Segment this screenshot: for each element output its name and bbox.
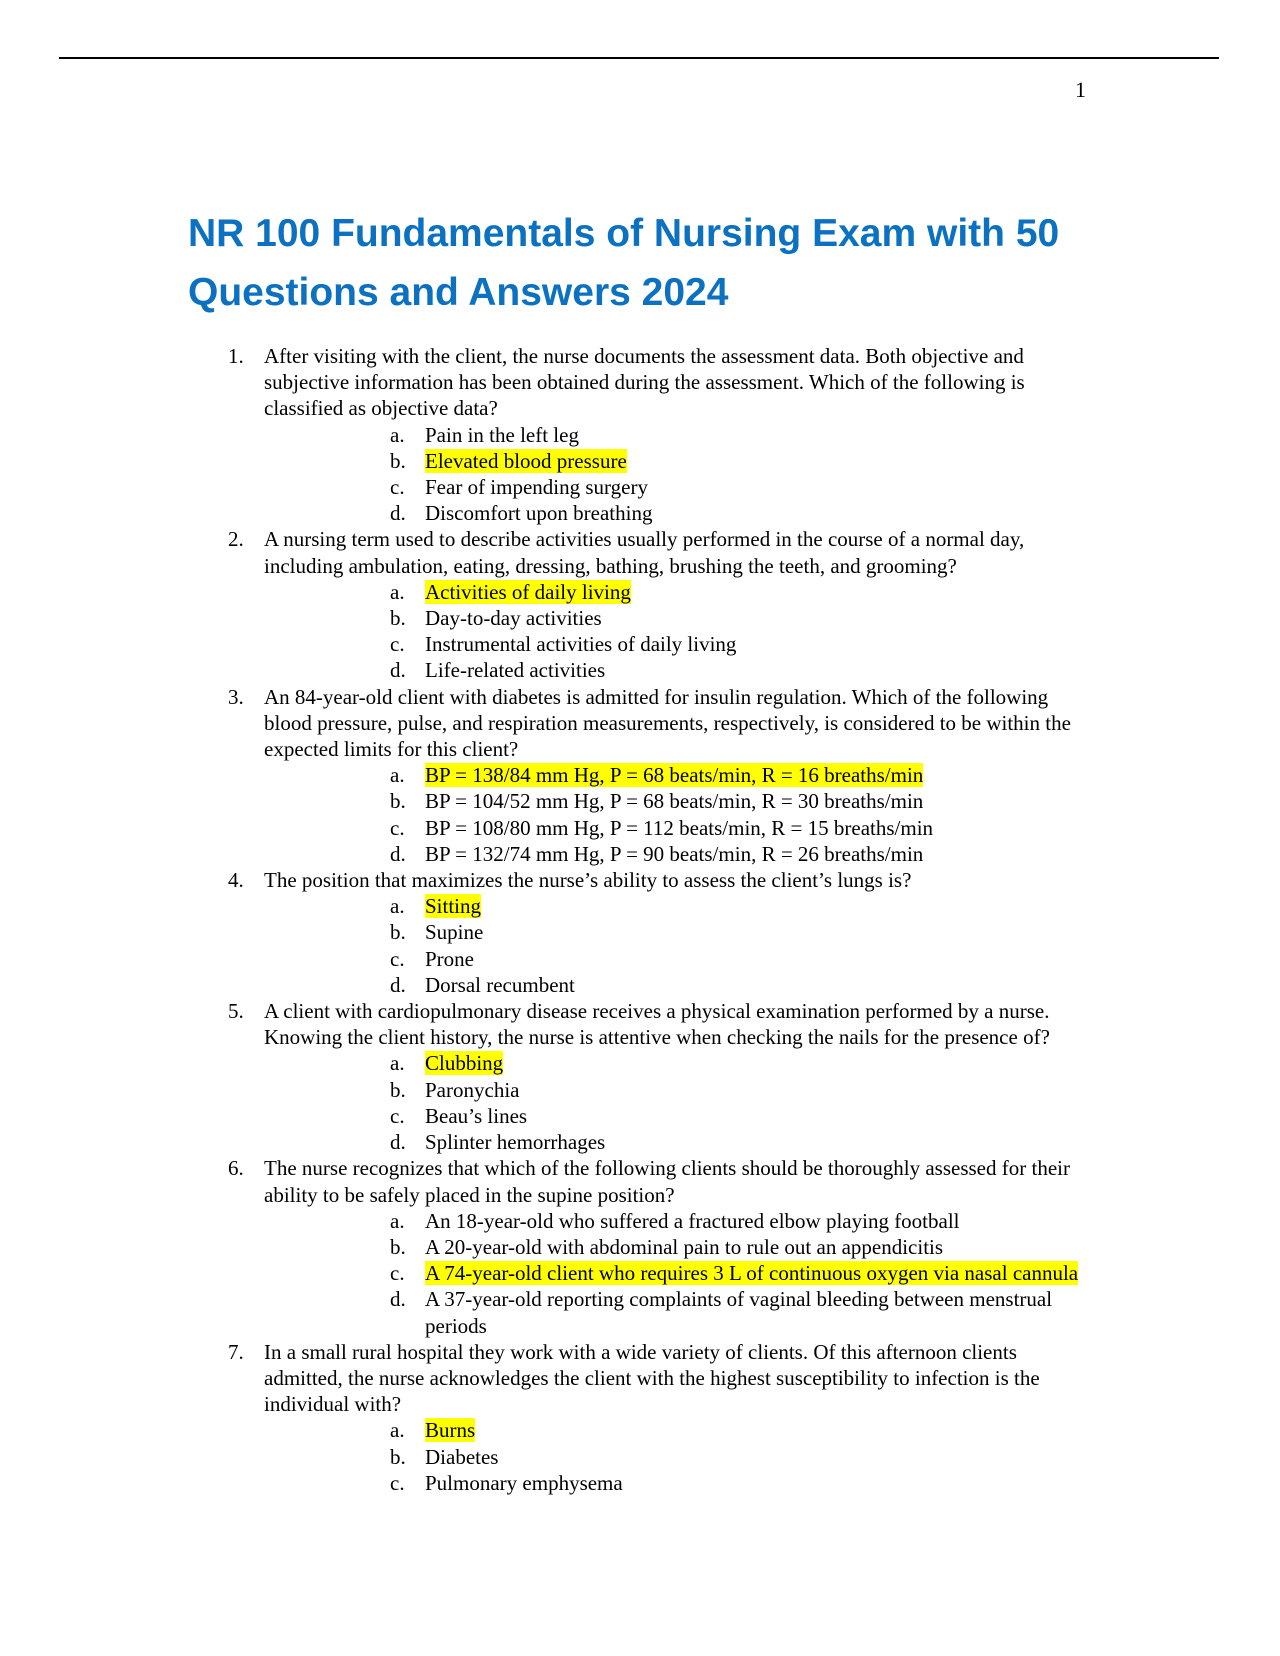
answer-option bbox=[264, 946, 1093, 972]
answer-option bbox=[264, 972, 1093, 998]
option-text: Discomfort upon breathing bbox=[425, 501, 653, 526]
answer-option bbox=[264, 1103, 1093, 1129]
answer-option bbox=[264, 1444, 1093, 1470]
question-item bbox=[213, 867, 1093, 998]
option-text: Prone bbox=[425, 946, 474, 971]
question-number: 7. bbox=[228, 1339, 244, 1364]
option-letter: b. bbox=[390, 789, 406, 814]
answer-option bbox=[264, 1208, 1093, 1234]
question-text: In a small rural hospital they work with a wide variety of clients. Of this afternoon clients admitted, the nurse acknowledges the client with the highest susceptibility to infection is the individual with? bbox=[264, 1339, 1040, 1417]
question-text: After visiting with the client, the nurse documents the assessment data. Both objective and subjective information has been obtained during the assessment. Which of the following is classified as objective data? bbox=[264, 344, 1025, 421]
option-letter: d. bbox=[390, 501, 406, 526]
option-letter: a. bbox=[390, 763, 405, 788]
question-text: The position that maximizes the nurse’s ability to assess the client’s lungs is? bbox=[264, 868, 912, 893]
answer-options bbox=[264, 1208, 1093, 1339]
question-number: 2. bbox=[228, 527, 244, 552]
option-text: Diabetes bbox=[425, 1444, 499, 1469]
option-letter: d. bbox=[390, 658, 406, 683]
highlighted-answer-text: BP = 138/84 mm Hg, P = 68 beats/min, R = 16 breaths/min bbox=[425, 763, 924, 788]
option-letter: b. bbox=[390, 606, 406, 631]
question-list bbox=[213, 343, 1093, 1496]
option-letter: c. bbox=[390, 946, 405, 971]
option-letter: d. bbox=[390, 1287, 406, 1312]
highlighted-answer-text: Clubbing bbox=[425, 1051, 504, 1076]
answer-options bbox=[264, 1050, 1093, 1155]
question-number: 3. bbox=[228, 684, 244, 709]
option-text: Day-to-day activities bbox=[425, 606, 602, 631]
option-letter: c. bbox=[390, 1103, 405, 1128]
answer-option bbox=[264, 1077, 1093, 1103]
question-item bbox=[213, 684, 1093, 867]
option-text: Pain in the left leg bbox=[425, 422, 579, 447]
option-letter: c. bbox=[390, 1261, 405, 1286]
option-letter: a. bbox=[390, 1208, 405, 1233]
question-item bbox=[213, 526, 1093, 683]
option-letter: d. bbox=[390, 1130, 406, 1155]
option-letter: a. bbox=[390, 1418, 405, 1443]
answer-option bbox=[264, 500, 1093, 526]
highlighted-answer-text: Sitting bbox=[425, 894, 482, 919]
option-letter: a. bbox=[390, 422, 405, 447]
option-text: A 20-year-old with abdominal pain to rule out an appendicitis bbox=[425, 1234, 944, 1259]
answer-option-correct bbox=[264, 1260, 1093, 1286]
option-letter: b. bbox=[390, 448, 406, 473]
highlighted-answer-text: Burns bbox=[425, 1418, 476, 1443]
answer-option-correct bbox=[264, 893, 1093, 919]
page-number: 1 bbox=[1075, 77, 1086, 102]
option-letter: b. bbox=[390, 920, 406, 945]
option-letter: c. bbox=[390, 1470, 405, 1495]
option-text: Fear of impending surgery bbox=[425, 475, 648, 500]
document-title: NR 100 Fundamentals of Nursing Exam with 50 Questions and Answers 2024 bbox=[188, 212, 1060, 314]
answer-option-correct bbox=[264, 1050, 1093, 1076]
option-letter: d. bbox=[390, 972, 406, 997]
option-text: Dorsal recumbent bbox=[425, 972, 575, 997]
header-rule bbox=[59, 57, 1219, 59]
option-letter: a. bbox=[390, 894, 405, 919]
question-text: The nurse recognizes that which of the following clients should be thoroughly assessed for their ability to be safely placed in the supine position? bbox=[264, 1156, 1070, 1207]
answer-option-correct bbox=[264, 1417, 1093, 1443]
answer-option bbox=[264, 657, 1093, 683]
option-text: BP = 108/80 mm Hg, P = 112 beats/min, R = 15 breaths/min bbox=[425, 815, 934, 840]
option-letter: c. bbox=[390, 815, 405, 840]
answer-options bbox=[264, 422, 1093, 527]
question-item bbox=[213, 1155, 1093, 1338]
question-text: A client with cardiopulmonary disease receives a physical examination performed by a nurse. Knowing the client history, the nurse is attentive when checking the nails for the presence of? bbox=[264, 999, 1050, 1050]
answer-option bbox=[264, 815, 1093, 841]
answer-option bbox=[264, 605, 1093, 631]
answer-option-correct bbox=[264, 448, 1093, 474]
answer-option-correct bbox=[264, 762, 1093, 788]
option-text: An 18-year-old who suffered a fractured elbow playing football bbox=[425, 1208, 960, 1233]
answer-option bbox=[264, 1129, 1093, 1155]
option-letter: a. bbox=[390, 579, 405, 604]
option-text: Pulmonary emphysema bbox=[425, 1470, 623, 1495]
answer-option bbox=[264, 841, 1093, 867]
option-letter: b. bbox=[390, 1444, 406, 1469]
question-text: A nursing term used to describe activities usually performed in the course of a normal day, including ambulation, eating, dressing, bathing, brushing the teeth, and grooming? bbox=[264, 527, 1025, 578]
answer-option bbox=[264, 631, 1093, 657]
answer-option bbox=[264, 1234, 1093, 1260]
question-item bbox=[213, 998, 1093, 1155]
option-text: Supine bbox=[425, 920, 484, 945]
question-number: 6. bbox=[228, 1156, 244, 1181]
answer-option bbox=[264, 1470, 1093, 1496]
question-item bbox=[213, 343, 1093, 526]
highlighted-answer-text: Activities of daily living bbox=[425, 579, 631, 604]
option-text: BP = 132/74 mm Hg, P = 90 beats/min, R = 26 breaths/min bbox=[425, 841, 924, 866]
answer-option bbox=[264, 422, 1093, 448]
answer-options bbox=[264, 1417, 1093, 1496]
highlighted-answer-text: Elevated blood pressure bbox=[425, 448, 627, 473]
option-text: A 37-year-old reporting complaints of vaginal bleeding between menstrual periods bbox=[425, 1287, 1053, 1338]
answer-option bbox=[264, 919, 1093, 945]
option-text: BP = 104/52 mm Hg, P = 68 beats/min, R = 30 breaths/min bbox=[425, 789, 924, 814]
answer-option-correct bbox=[264, 579, 1093, 605]
question-text: An 84-year-old client with diabetes is admitted for insulin regulation. Which of the following blood pressure, pulse, and respiration measurements, respectively, is considered to be within the expected limits for this client? bbox=[264, 684, 1071, 762]
answer-options bbox=[264, 579, 1093, 684]
answer-options bbox=[264, 762, 1093, 867]
option-text: Splinter hemorrhages bbox=[425, 1130, 606, 1155]
highlighted-answer-text: A 74-year-old client who requires 3 L of continuous oxygen via nasal cannula bbox=[425, 1261, 1079, 1286]
option-text: Life-related activities bbox=[425, 658, 606, 683]
question-number: 4. bbox=[228, 868, 244, 893]
answer-option bbox=[264, 1286, 1093, 1338]
option-letter: b. bbox=[390, 1077, 406, 1102]
question-item bbox=[213, 1339, 1093, 1496]
option-letter: c. bbox=[390, 632, 405, 657]
option-letter: b. bbox=[390, 1234, 406, 1259]
answer-option bbox=[264, 474, 1093, 500]
question-number: 1. bbox=[228, 344, 244, 368]
option-letter: a. bbox=[390, 1051, 405, 1076]
option-text: Beau’s lines bbox=[425, 1103, 528, 1128]
answer-options bbox=[264, 893, 1093, 998]
answer-option bbox=[264, 788, 1093, 814]
option-text: Instrumental activities of daily living bbox=[425, 632, 737, 657]
question-number: 5. bbox=[228, 999, 244, 1024]
option-text: Paronychia bbox=[425, 1077, 520, 1102]
option-letter: c. bbox=[390, 475, 405, 500]
option-letter: d. bbox=[390, 841, 406, 866]
